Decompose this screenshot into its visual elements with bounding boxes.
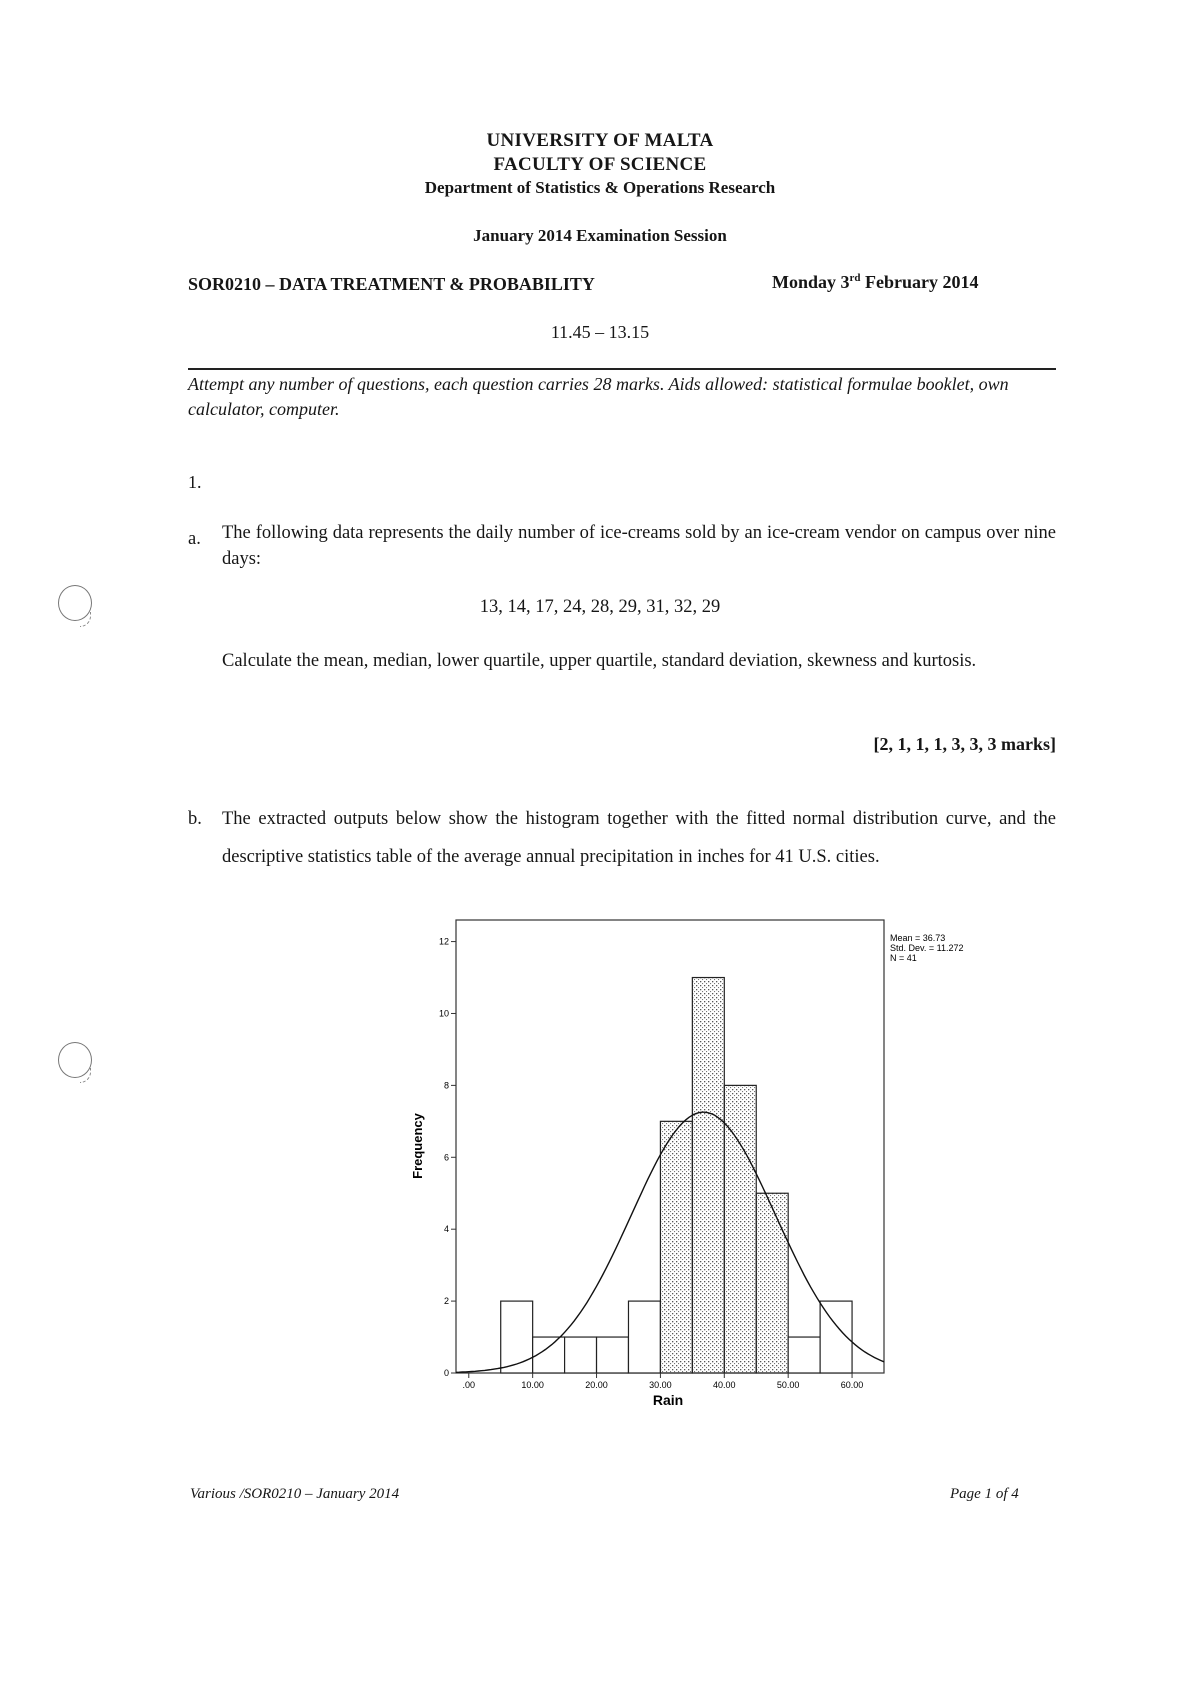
- punch-hole-lower-tail: [80, 1068, 91, 1083]
- x-axis-label: Rain: [652, 1392, 684, 1408]
- y-tick-label-6: 6: [443, 1152, 449, 1163]
- histogram-bar-45-50: [756, 1193, 788, 1373]
- x-tick-label-30: 30.00: [649, 1380, 672, 1390]
- part-b-text: The extracted outputs below show the histogram together with the fitted normal distribution curve, and the descriptive statistics table of the average annual precipitation in inches for 41 U.S. cities.: [222, 809, 1056, 867]
- legend-mean: Mean = 36.73: [890, 933, 946, 943]
- legend-sd: Std. Dev. = 11.272: [890, 943, 964, 953]
- x-ticks-layer: [463, 1373, 864, 1390]
- histogram-chart: [400, 905, 1000, 1415]
- footer-right: Page 1 of 4: [950, 1486, 1019, 1502]
- x-tick-label-60: 60.00: [840, 1380, 864, 1390]
- exam-date-day: Monday 3: [772, 272, 850, 292]
- x-tick-label-0: .00: [462, 1380, 476, 1390]
- department-title: Department of Statistics & Operations Research: [424, 178, 776, 197]
- y-tick-label-8: 8: [443, 1080, 449, 1091]
- x-tick-label-20: 20.00: [585, 1380, 608, 1390]
- histogram-bar-20-25: [597, 1337, 629, 1373]
- y-tick-label-4: 4: [443, 1224, 449, 1235]
- instructions: Attempt any number of questions, each question carries 28 marks. Aids allowed: statistical formulae booklet, own calculator, computer.: [188, 374, 1009, 419]
- part-b-label: b.: [188, 809, 202, 829]
- university-title: UNIVERSITY OF MALTA: [486, 130, 714, 151]
- header-rule: [188, 368, 1056, 370]
- course-title: SOR0210 – DATA TREATMENT & PROBABILITY: [188, 274, 595, 294]
- faculty-title: FACULTY OF SCIENCE: [493, 154, 707, 175]
- x-tick-label-50: 50.00: [776, 1380, 800, 1390]
- part-a-marks: [2, 1, 1, 1, 3, 3, 3 marks]: [873, 734, 1056, 754]
- part-a-task: Calculate the mean, median, lower quartile, upper quartile, standard deviation, skewness and kurtosis.: [222, 651, 977, 671]
- histogram-bar-5-10: [501, 1301, 533, 1373]
- y-tick-label-2: 2: [443, 1296, 449, 1307]
- y-tick-label-10: 10: [438, 1008, 449, 1019]
- bars-layer: [501, 978, 852, 1373]
- x-tick-label-10: 10.00: [521, 1380, 544, 1390]
- histogram-bar-15-20: [565, 1337, 597, 1373]
- y-axis-label: Frequency: [410, 1113, 425, 1179]
- y-ticks-layer: [439, 937, 456, 1378]
- exam-date: [772, 272, 979, 293]
- histogram-bar-50-55: [788, 1337, 820, 1373]
- y-tick-label-0: 0: [443, 1368, 449, 1378]
- exam-time: 11.45 – 13.15: [550, 322, 650, 342]
- exam-date-suffix: rd: [849, 272, 861, 284]
- part-a-text: The following data represents the daily number of ice-creams sold by an ice-cream vendor on campus over nine days:: [222, 523, 1056, 569]
- histogram-bar-35-40: [692, 978, 724, 1373]
- y-tick-label-12: 12: [438, 936, 449, 947]
- legend-n: N = 41: [890, 953, 917, 963]
- question-number: 1.: [188, 472, 202, 492]
- histogram-bar-30-35: [660, 1121, 692, 1373]
- x-tick-label-40: 40.00: [713, 1380, 736, 1390]
- footer-left: Various /SOR0210 – January 2014: [190, 1486, 400, 1502]
- part-a-label: a.: [188, 529, 201, 549]
- exam-date-month: February 2014: [860, 272, 979, 292]
- session-title: January 2014 Examination Session: [473, 226, 727, 245]
- histogram-bar-25-30: [628, 1301, 660, 1373]
- part-a-data: 13, 14, 17, 24, 28, 29, 31, 32, 29: [479, 597, 721, 617]
